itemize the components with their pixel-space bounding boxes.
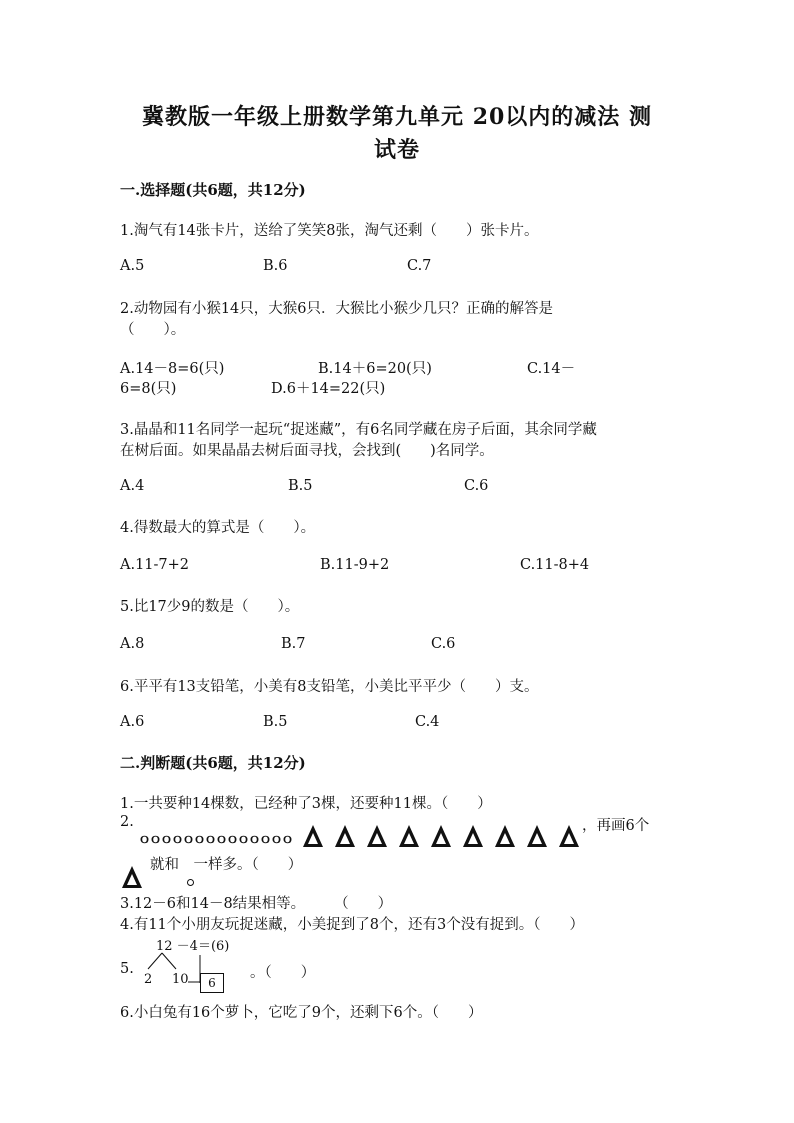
triangle-icon [367,825,387,847]
judge-question-3: 3.12－6和14－8结果相等。 （ ） [120,896,393,912]
triangle-icon [335,825,355,847]
q5-option-a: A.8 [120,636,145,652]
question-3-line1: 3.晶晶和11名同学一起玩“捉迷藏”，有6名同学藏在房子后面，其余同学藏 [120,422,597,438]
judge-question-5-tail: 。（ ） [250,965,316,981]
question-3-line2: 在树后面。如果晶晶去树后面寻找，会找到( )名同学。 [120,443,494,459]
q3-option-b: B.5 [288,478,313,494]
section-heading-judge: 二.判断题(共6题，共12分) [120,754,306,772]
q5-part-mid: 10 [172,972,189,987]
q2-option-c-part2: 6=8(只) [120,381,177,397]
question-6: 6.平平有13支铅笔，小美有8支铅笔，小美比平平少（ ）支。 [120,679,539,695]
triangle-icon [495,825,515,847]
q1-option-c: C.7 [407,258,432,274]
q5-part-left: 2 [144,972,153,987]
page-title-line1: 冀教版一年级上册数学第九单元 20以内的减法 测 [142,104,652,130]
judge-question-2-line2: 就和 一样多。（ ） [150,857,303,873]
q4-option-c: C.11-8+4 [520,557,590,573]
q6-option-b: B.5 [263,714,288,730]
judge-question-1: 1.一共要种14棵数，已经种了3棵，还要种11棵。（ ） [120,796,492,812]
triangle-icon [399,825,419,847]
judge-question-2-number: 2. [120,814,134,830]
judge-question-4: 4.有11个小朋友玩捉迷藏，小美捉到了8个，还有3个没有捉到。（ ） [120,917,584,933]
judge-question-6: 6.小白兔有16个萝卜，它吃了9个，还剩下6个。（ ） [120,1005,483,1021]
circles-row: ｏｏｏｏｏｏｏｏｏｏｏｏｏｏ [138,832,293,847]
q2-option-a: A.14－8=6(只) [120,361,225,377]
judge-question-2-tail: ，再画6个 [582,818,650,834]
question-5: 5.比17少9的数是（ ）。 [120,599,300,615]
q6-option-a: A.6 [120,714,145,730]
q5-equation: 12 －4＝(6) [156,939,230,954]
q5-answer-box: 6 [200,973,224,993]
question-1: 1.淘气有14张卡片，送给了笑笑8张，淘气还剩（ ）张卡片。 [120,223,539,239]
triangle-icon [559,825,579,847]
section-heading-choice: 一.选择题(共6题，共12分) [120,181,306,199]
question-2-line2: （ ）。 [120,322,186,338]
triangle-icon [463,825,483,847]
page-title-line2: 试卷 [373,137,420,163]
triangle-icon [122,866,142,888]
triangle-icon [527,825,547,847]
triangle-icon [431,825,451,847]
q1-option-b: B.6 [263,258,288,274]
q2-option-b: B.14＋6=20(只) [318,361,432,377]
question-4: 4.得数最大的算式是（ ）。 [120,520,316,536]
judge-question-5-number: 5. [120,961,134,977]
circle-icon [187,879,194,886]
q1-option-a: A.5 [120,258,145,274]
q5-option-b: B.7 [281,636,306,652]
q2-option-c-part1: C.14－ [527,361,576,377]
triangle-icon [303,825,323,847]
q5-branch-lines [140,951,190,973]
q6-option-c: C.4 [415,714,440,730]
q4-option-a: A.11-7+2 [120,557,190,573]
q2-option-d: D.6＋14=22(只) [271,381,386,397]
q4-option-b: B.11-9+2 [320,557,390,573]
q3-option-a: A.4 [120,478,145,494]
q3-option-c: C.6 [464,478,489,494]
question-2-line1: 2.动物园有小猴14只，大猴6只．大猴比小猴少几只？正确的解答是 [120,301,554,317]
q5-option-c: C.6 [431,636,456,652]
